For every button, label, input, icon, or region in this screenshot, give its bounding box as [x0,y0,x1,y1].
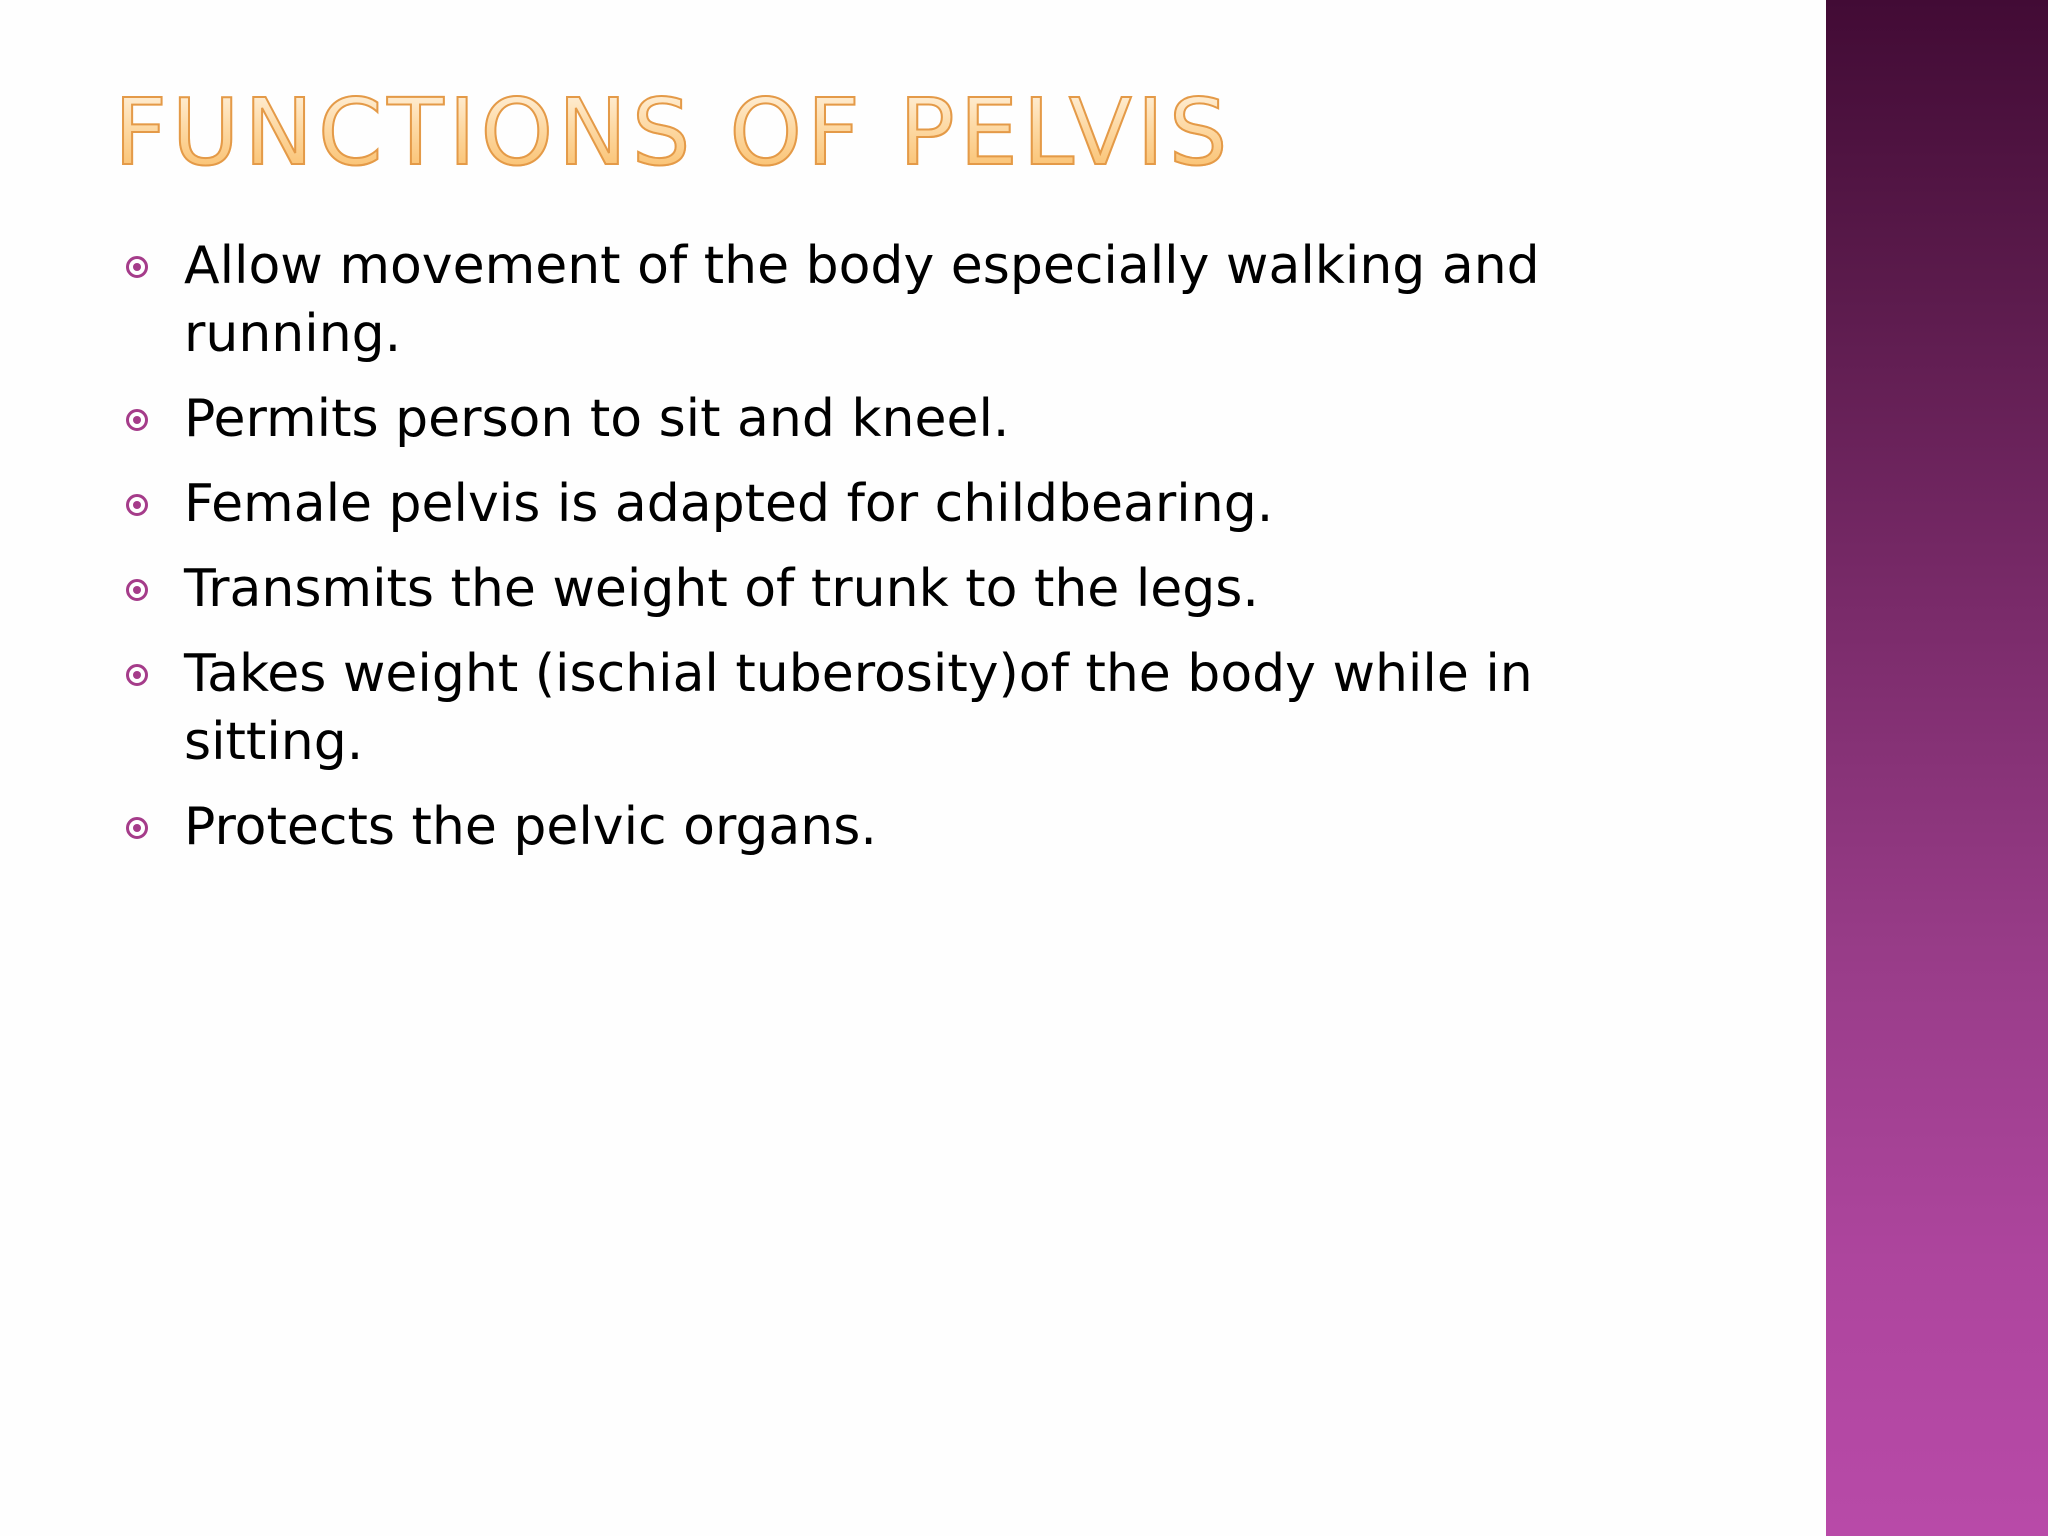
bullet-text: Protects the pelvic organs. [184,797,877,857]
bullet-text: Takes weight (ischial tuberosity)of the body while in sitting. [184,644,1533,772]
decorative-side-band [1826,0,2048,1536]
circle-dot-icon [126,256,148,278]
bullet-item [122,555,1562,623]
bullet-text: Allow movement of the body especially walking and running. [184,236,1540,364]
bullet-item [122,385,1562,453]
circle-dot-icon [126,579,148,601]
circle-dot-icon [126,664,148,686]
circle-dot-icon [126,817,148,839]
slide-title: FUNCTIONS OF PELVIS [114,79,1233,186]
bullet-item [122,232,1562,368]
bullet-text: Transmits the weight of trunk to the legs. [184,559,1259,619]
bullet-item [122,640,1562,776]
bullet-list [122,232,1562,878]
bullet-text: Permits person to sit and kneel. [184,389,1010,449]
bullet-text: Female pelvis is adapted for childbearing. [184,474,1274,534]
circle-dot-icon [126,409,148,431]
bullet-item [122,793,1562,861]
circle-dot-icon [126,494,148,516]
bullet-item [122,470,1562,538]
